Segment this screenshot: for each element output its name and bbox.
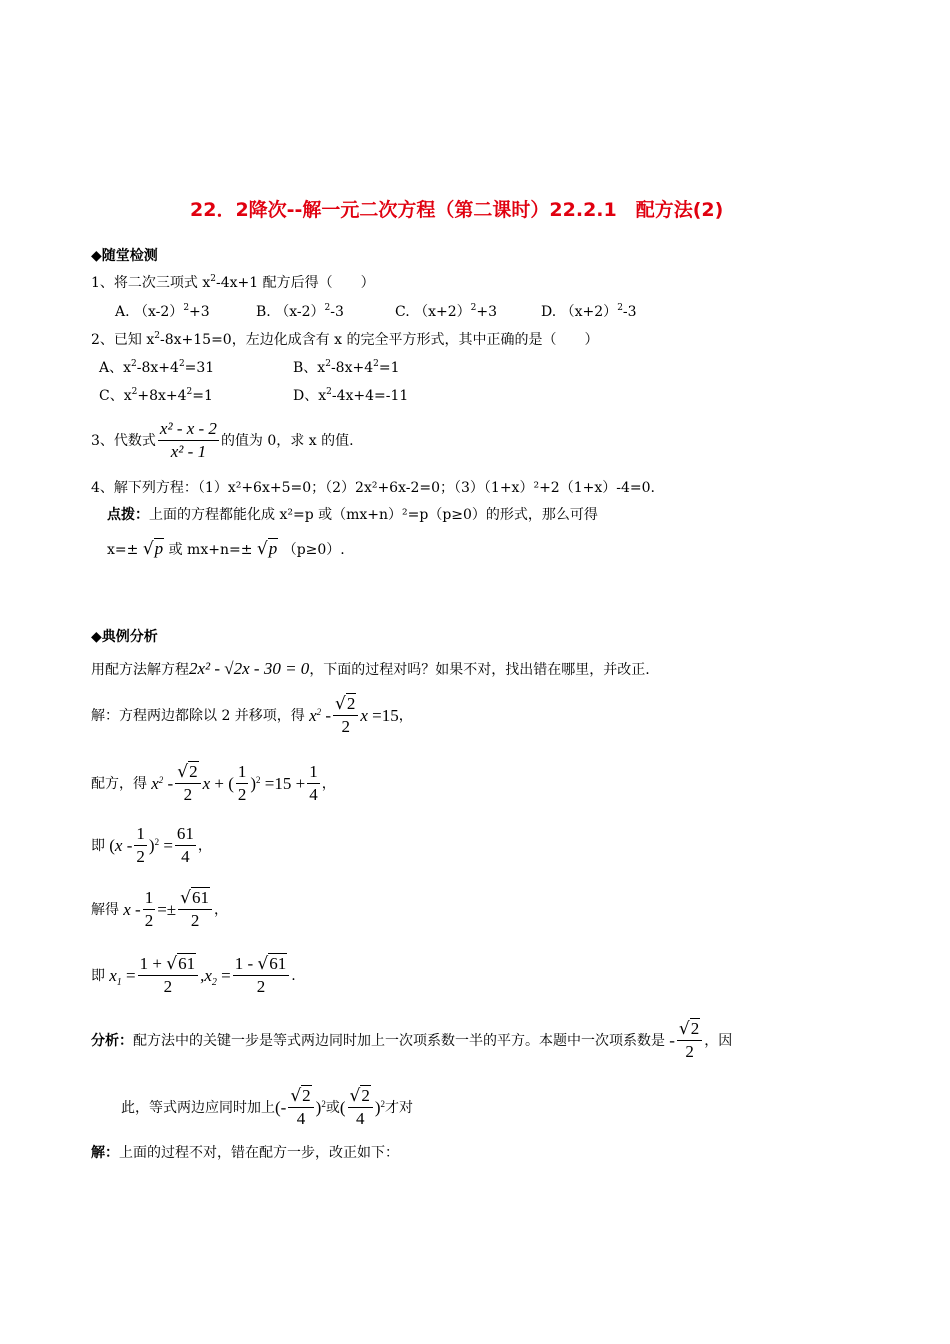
option-sup: 2 <box>617 303 623 313</box>
option-sup: 2 <box>178 359 185 369</box>
step-1: 解：方程两边都除以 2 并移项，得 $x^2$ - $\frac{√2}{2}$ x =15 ， <box>91 694 413 736</box>
q2-option-c <box>99 386 213 406</box>
option-label: D、 <box>293 388 319 404</box>
step2-prefix: 配方，得 <box>91 775 147 792</box>
step-2: 配方，得 $x^2$ - $\frac{√2}{2}$ x + ( $\frac{1}{2}$ )$^2$ =15 + $\frac{1}{4}$ ， <box>91 762 336 804</box>
option-label: C. <box>395 304 410 320</box>
option-label: D. <box>541 304 557 320</box>
option-expr: -8x+4 <box>330 360 374 376</box>
option-sup: 2 <box>326 387 332 397</box>
q3-suffix: 的值为 0，求 x 的值. <box>220 432 354 449</box>
q3-fraction <box>158 418 219 463</box>
fraction-sqrt2-over-2: $\frac{√2}{2}$ <box>175 761 200 806</box>
fraction-sqrt2-over-4: $\frac{√2}{4}$ <box>288 1085 313 1130</box>
sqrt-arg: p <box>154 539 164 558</box>
problem-prefix: 用配方法解方程 <box>91 662 189 678</box>
sqrt-arg: p <box>268 539 278 558</box>
analysis-line-1: 分析： 配方法中的关键一步是等式两边同时加上一次项系数一半的平方。本题中一次项系数是 - $\frac{√2}{2}$ ，因 <box>91 1019 733 1061</box>
q1-option-a <box>115 302 210 322</box>
analysis-line2-b: 或 <box>325 1099 340 1116</box>
option-expr: =1 <box>378 360 400 376</box>
analysis-line-2: 此，等式两边应同时加上 (- $\frac{√2}{4}$ )$^2$ 或 ( $\frac{√2}{4}$ )$^2$ 才对 <box>121 1086 414 1128</box>
option-sup: 2 <box>186 387 193 397</box>
option-label: B. <box>256 304 271 320</box>
analysis-tail: ，因 <box>704 1032 733 1049</box>
option-sup: 2 <box>324 303 331 313</box>
question-4: 4、解下列方程：（1）x²+6x+5=0；（2）2x²+6x-2=0；（3）（1+x）²+2（1+x）-4=0. <box>91 480 655 496</box>
solution-label: 解： <box>91 1145 119 1161</box>
step-3: 即 (x - $\frac{1}{2}$ )$^2$ = $\frac{61}{4}$ ， <box>91 824 212 866</box>
fraction-sqrt2-over-4: $\frac{√2}{4}$ <box>348 1085 373 1130</box>
fraction-sqrt61-over-2: $\frac{√61}{2}$ <box>178 887 212 932</box>
q2-option-b <box>293 358 399 378</box>
analysis-label: 分析： <box>91 1032 133 1049</box>
q2-sup: 2 <box>154 331 160 341</box>
q3-denominator: x² - 1 <box>158 440 219 463</box>
q1-text-a: 1、将二次三项式 x <box>91 275 211 291</box>
option-sup: 2 <box>131 359 137 369</box>
step1-prefix: 解：方程两边都除以 2 并移项，得 <box>91 707 305 724</box>
option-label: A. <box>115 304 130 320</box>
q1-option-b <box>256 302 344 322</box>
analysis-text: 配方法中的关键一步是等式两边同时加上一次项系数一半的平方。本题中一次项系数是 <box>133 1032 665 1049</box>
step1-suffix: ， <box>398 707 413 724</box>
problem-statement <box>91 659 650 680</box>
q1-text-b: -4x+1 配方后得（ ） <box>216 275 375 291</box>
option-expr: =31 <box>184 360 215 376</box>
fraction-x1: $\frac{1 + √61}{2}$ <box>138 953 198 998</box>
option-expr: -8x+4 <box>136 360 179 376</box>
option-expr: x <box>318 388 327 404</box>
step4-prefix: 解得 <box>91 901 119 918</box>
sqrt-p: √p <box>142 539 164 559</box>
hint-line-1 <box>107 505 598 525</box>
q3-numerator: x² - x - 2 <box>159 419 217 438</box>
option-expr: x <box>317 360 326 376</box>
section-heading-practice: ◆随堂检测 <box>91 248 158 264</box>
hint-label: 点拨： <box>107 507 149 523</box>
q1-option-c <box>395 302 497 322</box>
q1-sup: 2 <box>210 274 216 284</box>
q2-text-b: -8x+15=0，左边化成含有 x 的完全平方形式，其中正确的是（ ） <box>160 332 599 348</box>
question-1 <box>91 273 375 293</box>
option-expr: -4x+4=-11 <box>331 388 409 404</box>
option-sup: 2 <box>131 387 138 397</box>
fraction-1-over-4: $\frac{1}{4}$ <box>309 762 318 804</box>
q3-prefix: 3、代数式 <box>91 432 156 449</box>
q2-option-a <box>99 358 214 378</box>
option-expr-tail: +3 <box>189 304 210 320</box>
analysis-line2-a: 此，等式两边应同时加上 <box>121 1099 275 1116</box>
hint-line-2 <box>107 539 345 560</box>
option-expr: =1 <box>192 388 213 404</box>
step3-prefix: 即 <box>91 837 105 854</box>
fraction-x2: $\frac{1 - √61}{2}$ <box>233 953 290 998</box>
step-4: 解得 x - $\frac{1}{2}$ =± $\frac{√61}{2}$ ， <box>91 888 228 930</box>
q1-option-d <box>541 302 637 322</box>
fraction-1-over-2: $\frac{1}{2}$ <box>136 824 145 866</box>
option-sup: 2 <box>373 359 379 369</box>
option-expr: x <box>123 388 132 404</box>
q2-option-d <box>293 386 408 406</box>
question-3 <box>91 418 354 463</box>
hint-line2-c: （p≥0）. <box>282 542 345 558</box>
sqrt-p: √p <box>256 539 278 559</box>
problem-suffix: ，下面的过程对吗？如果不对，找出错在哪里，并改正. <box>309 662 650 678</box>
option-expr-tail: -3 <box>330 304 344 320</box>
fraction-1-over-2: $\frac{1}{2}$ <box>237 762 247 804</box>
option-expr-tail: -3 <box>622 304 637 320</box>
solution-text: 上面的过程不对，错在配方一步，改正如下： <box>119 1145 399 1161</box>
q2-text-a: 2、已知 x <box>91 332 155 348</box>
step5-prefix: 即 <box>91 967 105 984</box>
fraction-61-over-4: $\frac{61}{4}$ <box>176 824 194 866</box>
step5-suffix: . <box>291 967 296 984</box>
option-expr: （x-2） <box>134 304 184 320</box>
step2-suffix: ， <box>321 775 336 792</box>
option-sup: 2 <box>183 303 190 313</box>
section-heading-examples: ◆典例分析 <box>91 629 158 645</box>
fraction-1-over-2: $\frac{1}{2}$ <box>144 888 154 930</box>
question-2 <box>91 330 599 350</box>
step3-suffix: ， <box>197 837 212 854</box>
option-expr: （x+2） <box>414 304 471 320</box>
option-expr: （x-2） <box>275 304 325 320</box>
option-expr: （x+2） <box>560 304 618 320</box>
option-label: A、 <box>99 360 124 376</box>
option-expr-tail: +3 <box>476 304 498 320</box>
step4-suffix: ， <box>213 901 228 918</box>
option-expr: +8x+4 <box>137 388 187 404</box>
step-5: 即 $x_1$ = $\frac{1 + √61}{2}$ , $x_2$ = $\frac{1 - √61}{2}$ . <box>91 954 296 996</box>
option-label: B、 <box>293 360 318 376</box>
hint-line2-a: x=± <box>107 542 139 558</box>
solution-line <box>91 1143 399 1163</box>
problem-equation: 2x² - √2x - 30 = 0 <box>189 659 310 678</box>
option-sup: 2 <box>325 359 331 369</box>
option-expr: x <box>123 360 132 376</box>
hint-line2-b: 或 mx+n=± <box>168 542 253 558</box>
hint-text: 上面的方程都能化成 x²=p 或（mx+n）²=p（p≥0）的形式，那么可得 <box>149 507 598 523</box>
fraction-sqrt2-over-2: $\frac{√2}{2}$ <box>333 693 358 738</box>
fraction-sqrt2-over-2: $\frac{√2}{2}$ <box>677 1018 702 1063</box>
option-label: C、 <box>99 388 124 404</box>
option-sup: 2 <box>470 303 477 313</box>
page-title: 22．2降次--解一元二次方程（第二课时）22.2.1 配方法(2) <box>190 199 724 221</box>
analysis-line2-c: 才对 <box>385 1099 414 1116</box>
